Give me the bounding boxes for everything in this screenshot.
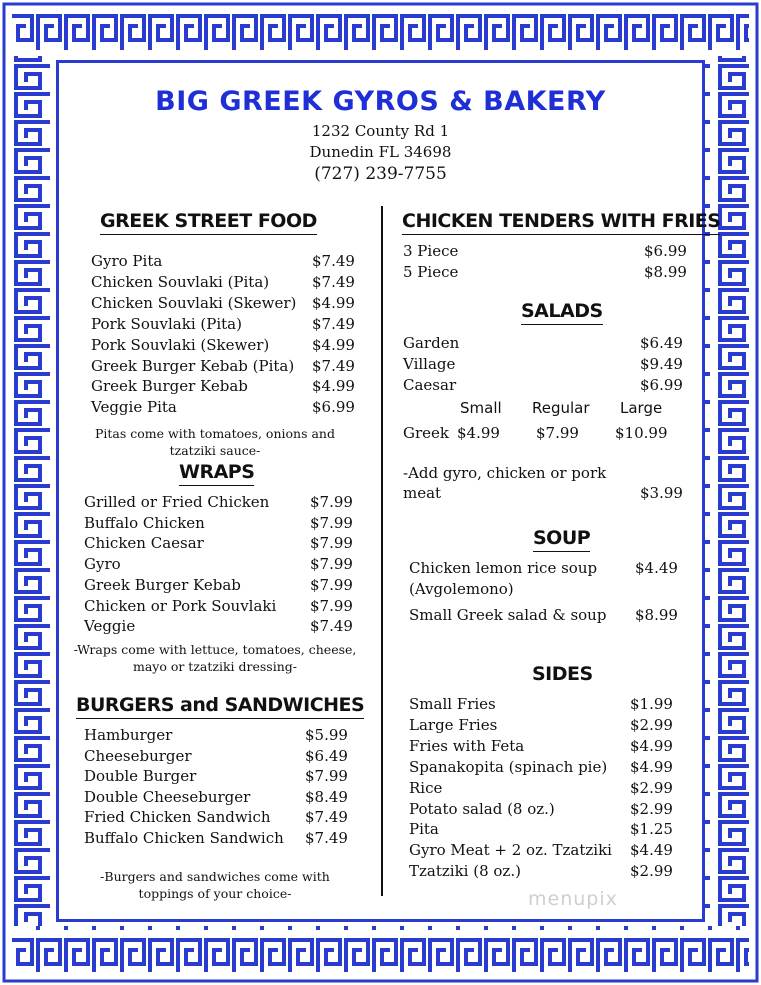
street-food-item-price: $7.49 bbox=[312, 272, 355, 291]
burgers-item-price: $7.49 bbox=[305, 808, 348, 827]
address-line-2: Dunedin FL 34698 bbox=[309, 143, 452, 161]
sides-item-name: Gyro Meat + 2 oz. Tzatziki bbox=[409, 841, 612, 860]
street-food-item-price: $7.49 bbox=[312, 252, 355, 270]
column-divider bbox=[381, 206, 383, 896]
burgers-item-name: Cheeseburger bbox=[84, 746, 192, 765]
salad-addon-line-1: -Add gyro, chicken or pork bbox=[403, 464, 607, 482]
greek-salad-label: Greek bbox=[403, 424, 449, 442]
salads-item-name: Caesar bbox=[403, 375, 457, 394]
burgers-item-price: $8.49 bbox=[305, 787, 348, 806]
greek-salad-large-price: $10.99 bbox=[615, 424, 668, 442]
wraps-item-price: $7.99 bbox=[310, 596, 353, 615]
burgers-item-price: $7.99 bbox=[305, 767, 348, 786]
street-food-item-name: Gyro Pita bbox=[91, 252, 163, 270]
soup-item-2: Small Greek salad & soup bbox=[409, 606, 607, 624]
greek-salad-small-price: $4.99 bbox=[457, 424, 500, 442]
salad-addon-line-2: meat bbox=[403, 484, 442, 502]
wraps-item-price: $7.99 bbox=[310, 534, 353, 553]
size-regular-label: Regular bbox=[532, 399, 590, 417]
sides-item-name: Fries with Feta bbox=[409, 736, 525, 755]
restaurant-name: BIG GREEK GYROS & BAKERY bbox=[155, 86, 606, 117]
address-line-1: 1232 County Rd 1 bbox=[311, 122, 450, 140]
salads-item-price: $6.99 bbox=[640, 375, 683, 394]
street-food-item-name: Chicken Souvlaki (Pita) bbox=[91, 272, 270, 291]
burgers-note-2: toppings of your choice- bbox=[138, 886, 292, 901]
sides-item-name: Large Fries bbox=[409, 715, 498, 734]
burgers-item-name: Double Cheeseburger bbox=[84, 787, 251, 806]
street-food-item-name: Chicken Souvlaki (Skewer) bbox=[91, 293, 297, 312]
wraps-item-name: Veggie bbox=[84, 617, 136, 636]
sides-item-price: $4.49 bbox=[630, 841, 673, 860]
sides-item-name: Pita bbox=[409, 820, 439, 839]
street-food-item-name: Greek Burger Kebab bbox=[91, 377, 248, 396]
salad-addon-price: $3.99 bbox=[640, 484, 683, 502]
sides-item-name: Small Fries bbox=[409, 695, 496, 713]
section-heading-salads: SALADS bbox=[521, 300, 603, 325]
section-heading-soup: SOUP bbox=[533, 527, 590, 552]
section-heading-burgers: BURGERS and SANDWICHES bbox=[76, 694, 364, 719]
tenders-item-name: 3 Piece bbox=[403, 242, 459, 260]
street-food-item-name: Pork Souvlaki (Skewer) bbox=[91, 335, 270, 354]
burgers-item-price: $6.49 bbox=[305, 746, 348, 765]
wraps-item-name: Greek Burger Kebab bbox=[84, 575, 241, 594]
soup-item-2-price: $8.99 bbox=[635, 606, 678, 624]
sides-item-price: $2.99 bbox=[630, 799, 673, 818]
sides-item-price: $4.99 bbox=[630, 736, 673, 755]
size-large-label: Large bbox=[620, 399, 663, 417]
wraps-item-price: $7.99 bbox=[310, 513, 353, 532]
salads-item-name: Garden bbox=[403, 334, 460, 352]
watermark: menupix bbox=[528, 888, 618, 910]
wraps-item-price: $7.99 bbox=[310, 493, 353, 511]
wraps-note-1: -Wraps come with lettuce, tomatoes, cheese, bbox=[73, 642, 357, 657]
sides-item-price: $2.99 bbox=[630, 778, 673, 797]
burgers-item-name: Fried Chicken Sandwich bbox=[84, 808, 271, 827]
phone-number: (727) 239-7755 bbox=[314, 164, 447, 184]
salads-item-price: $9.49 bbox=[640, 354, 683, 373]
street-food-item-price: $4.99 bbox=[312, 293, 355, 312]
street-food-item-price: $7.49 bbox=[312, 356, 355, 375]
wraps-item-name: Gyro bbox=[84, 555, 121, 574]
salads-item-name: Village bbox=[403, 354, 456, 373]
burgers-note-1: -Burgers and sandwiches come with bbox=[100, 869, 330, 884]
burgers-item-name: Buffalo Chicken Sandwich bbox=[84, 829, 284, 847]
wraps-item-price: $7.99 bbox=[310, 555, 353, 574]
wraps-item-name: Chicken or Pork Souvlaki bbox=[84, 596, 277, 615]
wraps-item-price: $7.99 bbox=[310, 575, 353, 594]
section-heading-street-food: GREEK STREET FOOD bbox=[100, 210, 317, 235]
section-heading-wraps: WRAPS bbox=[179, 461, 254, 486]
street-food-item-price: $6.99 bbox=[312, 398, 355, 417]
burgers-item-price: $5.99 bbox=[305, 726, 348, 744]
tenders-item-price: $6.99 bbox=[644, 242, 687, 260]
tenders-item-price: $8.99 bbox=[644, 262, 687, 281]
burgers-item-name: Double Burger bbox=[84, 767, 197, 786]
street-food-item-price: $7.49 bbox=[312, 314, 355, 333]
wraps-item-name: Buffalo Chicken bbox=[84, 513, 205, 532]
salads-item-price: $6.49 bbox=[640, 334, 683, 352]
soup-item-1-price: $4.49 bbox=[635, 559, 678, 577]
section-heading-sides: SIDES bbox=[532, 663, 593, 685]
street-food-item-price: $4.99 bbox=[312, 377, 355, 396]
wraps-item-name: Chicken Caesar bbox=[84, 534, 204, 553]
tenders-item-name: 5 Piece bbox=[403, 262, 459, 281]
wraps-item-name: Grilled or Fried Chicken bbox=[84, 493, 270, 511]
burgers-item-price: $7.49 bbox=[305, 829, 348, 847]
sides-item-name: Rice bbox=[409, 778, 443, 797]
greek-salad-regular-price: $7.99 bbox=[536, 424, 579, 442]
size-small-label: Small bbox=[460, 399, 502, 417]
street-food-item-name: Greek Burger Kebab (Pita) bbox=[91, 356, 295, 375]
sides-item-name: Potato salad (8 oz.) bbox=[409, 799, 555, 818]
sides-item-name: Spanakopita (spinach pie) bbox=[409, 757, 608, 776]
sides-item-price: $2.99 bbox=[630, 715, 673, 734]
wraps-item-price: $7.49 bbox=[310, 617, 353, 636]
section-heading-tenders: CHICKEN TENDERS WITH FRIES bbox=[402, 210, 720, 235]
sides-item-price: $1.25 bbox=[630, 820, 673, 839]
sides-item-name: Tzatziki (8 oz.) bbox=[409, 862, 521, 881]
street-food-item-name: Pork Souvlaki (Pita) bbox=[91, 314, 242, 333]
street-food-note-1: Pitas come with tomatoes, onions and bbox=[95, 426, 335, 441]
street-food-item-name: Veggie Pita bbox=[91, 398, 177, 417]
sides-item-price: $1.99 bbox=[630, 695, 673, 713]
sides-item-price: $4.99 bbox=[630, 757, 673, 776]
street-food-item-price: $4.99 bbox=[312, 335, 355, 354]
burgers-item-name: Hamburger bbox=[84, 726, 173, 744]
sides-item-price: $2.99 bbox=[630, 862, 673, 881]
soup-item-1-subtitle: (Avgolemono) bbox=[409, 580, 514, 598]
wraps-note-2: mayo or tzatziki dressing- bbox=[132, 659, 298, 674]
soup-item-1: Chicken lemon rice soup bbox=[409, 559, 598, 577]
street-food-note-2: tzatziki sauce- bbox=[169, 443, 261, 458]
